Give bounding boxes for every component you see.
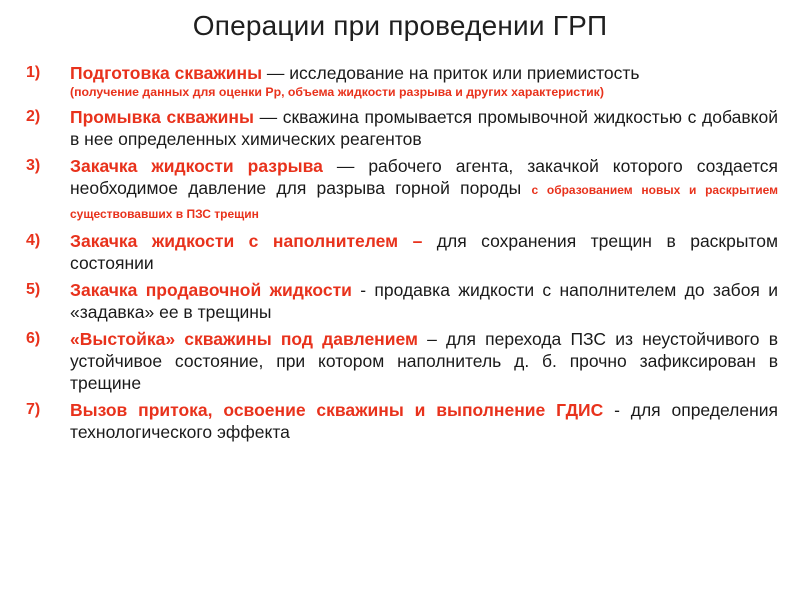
item-number: 1)	[26, 64, 41, 81]
item-description: - продавка жидкости с наполнителем до забоя и «задавка» ее в трещины	[70, 280, 779, 322]
list-item	[26, 328, 778, 394]
item-description: — исследование на приток или приемистость	[262, 63, 640, 83]
item-lead: Закачка жидкости с наполнителем –	[70, 231, 423, 251]
item-text	[70, 399, 778, 443]
item-number: 2)	[26, 108, 41, 125]
item-number: 3)	[26, 157, 41, 174]
list-item	[26, 399, 778, 443]
item-description: — скважина промывается промывочной жидкостью с добавкой в нее определенных химических реагентов	[70, 107, 778, 149]
item-text	[70, 279, 778, 323]
list-item	[26, 279, 778, 323]
item-text	[70, 155, 778, 225]
item-lead: Вызов притока, освоение скважины и выполнение ГДИС	[70, 400, 604, 420]
item-description: — рабочего агента, закачкой которого создается необходимое давление для разрыва горной породы	[70, 156, 778, 198]
item-lead: «Выстойка» скважины под давлением	[70, 329, 418, 349]
item-description: для сохранения трещин в раскрытом состоянии	[70, 231, 778, 273]
list-item	[26, 106, 778, 150]
item-note: (получение данных для оценки Рр, объема жидкости разрыва и других характеристик)	[70, 85, 604, 99]
item-number: 4)	[26, 232, 41, 249]
item-number: 5)	[26, 281, 41, 298]
item-description: – для перехода ПЗС из неустойчивого в устойчивое состояние, при котором наполнитель д. б. прочно зафиксирован в трещине	[70, 329, 778, 393]
page-title: Операции при проведении ГРП	[192, 10, 608, 41]
item-number: 7)	[26, 401, 41, 418]
list-item	[26, 62, 778, 101]
item-lead: Подготовка скважины	[70, 63, 263, 83]
item-number: 6)	[26, 330, 41, 347]
item-text	[70, 230, 778, 274]
list-item	[26, 230, 778, 274]
item-text	[70, 328, 778, 394]
item-lead: Промывка скважины	[70, 107, 254, 127]
item-lead: Закачка жидкости разрыва	[70, 156, 323, 176]
list-item	[26, 155, 778, 225]
item-description: - для определения технологического эффекта	[70, 400, 779, 442]
item-text	[70, 62, 778, 101]
item-lead: Закачка продавочной жидкости	[70, 280, 352, 300]
operations-list	[26, 62, 778, 448]
item-text	[70, 106, 778, 150]
item-note: с образованием новых и раскрытием существовавших в ПЗС трещин	[70, 183, 778, 221]
